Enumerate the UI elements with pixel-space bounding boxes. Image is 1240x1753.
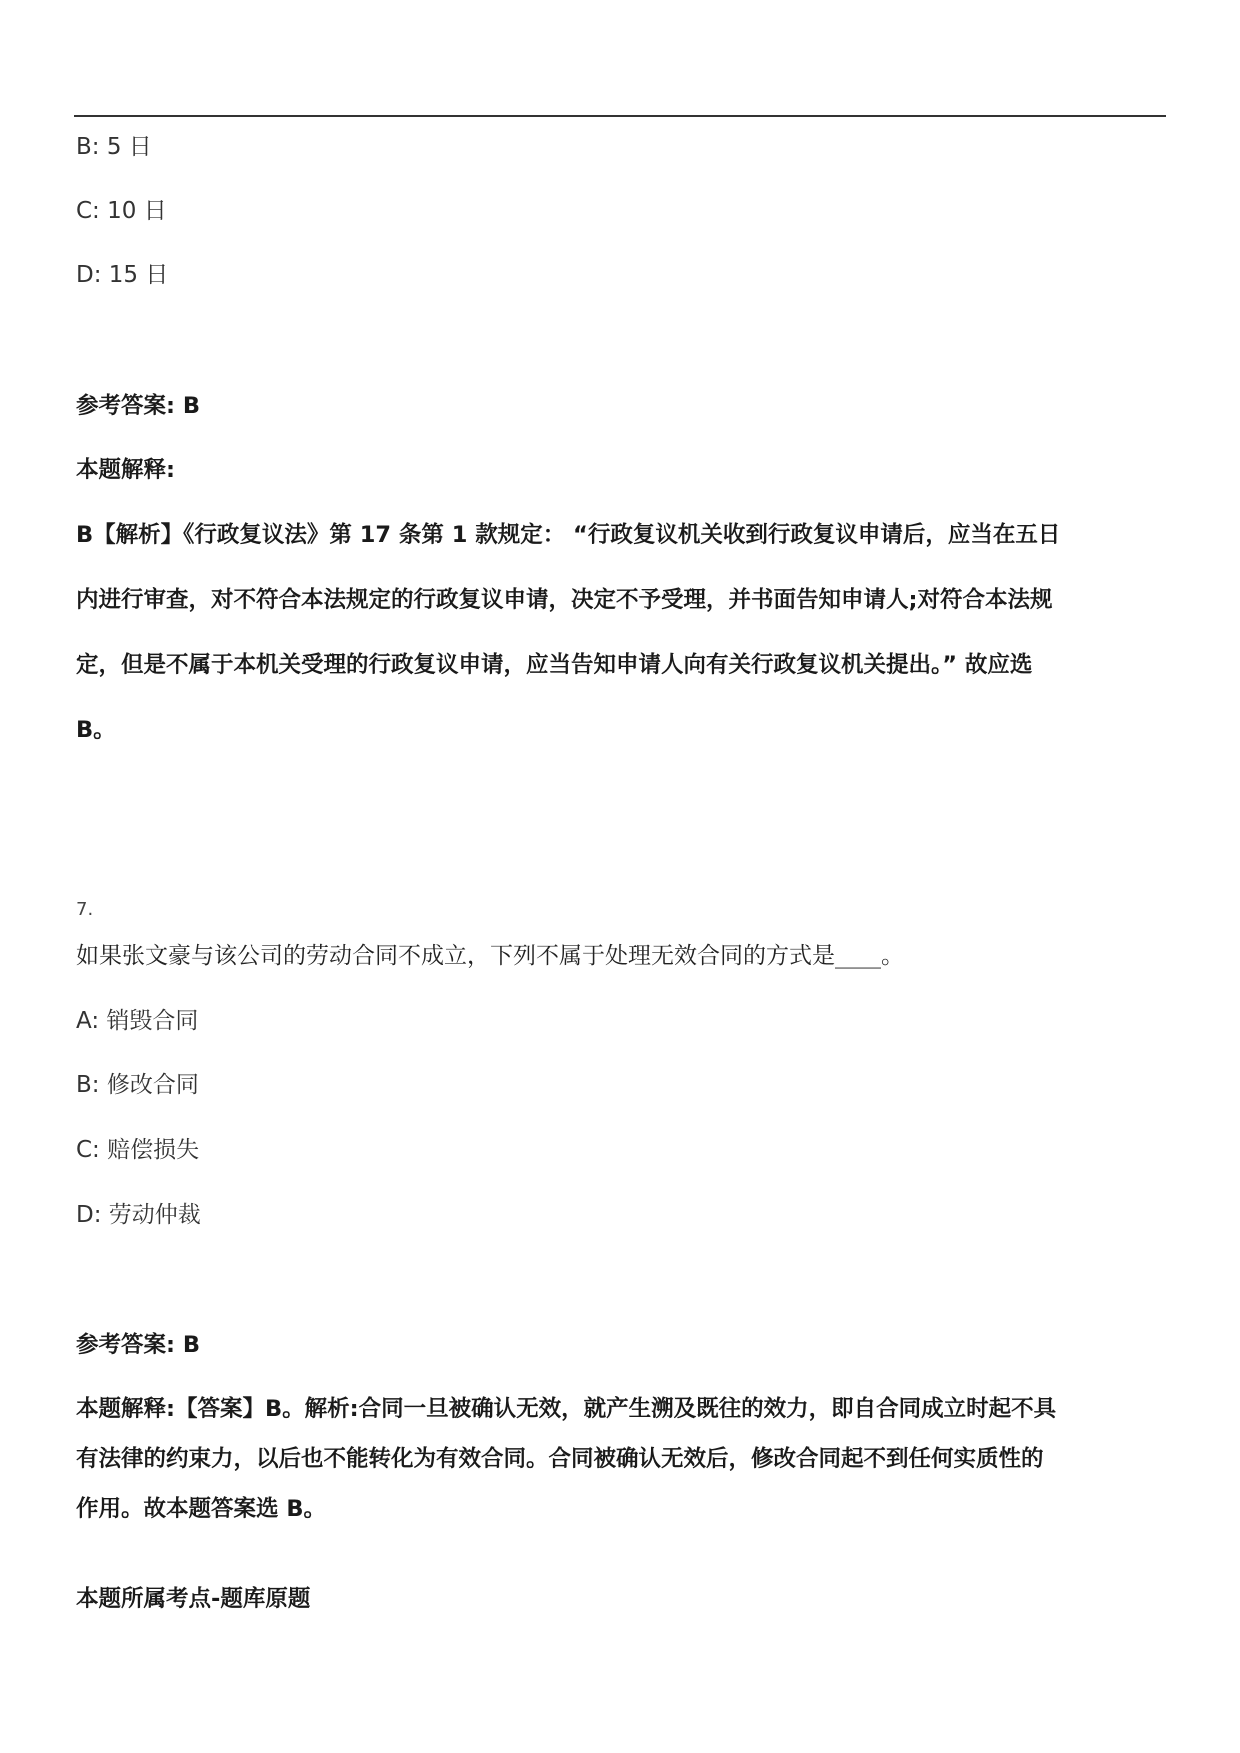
option-a bbox=[76, 1006, 198, 1036]
option-text: 15 日 bbox=[108, 262, 169, 288]
explanation-line: 作用。故本题答案选 B。 bbox=[76, 1496, 326, 1522]
explanation-line: B。 bbox=[76, 717, 116, 743]
option-text: 5 日 bbox=[106, 134, 152, 160]
option-letter: B: bbox=[76, 1072, 100, 1098]
option-b bbox=[76, 1070, 199, 1100]
option-text: 销毁合同 bbox=[106, 1008, 199, 1034]
explanation-line: 内进行审查，对不符合本法规定的行政复议申请，决定不予受理，并书面告知申请人;对符合本法规 bbox=[76, 587, 1053, 613]
explanation-label: 本题解释: bbox=[76, 457, 175, 483]
option-letter: C: bbox=[76, 1137, 100, 1163]
option-d bbox=[76, 260, 168, 290]
answer-label: 参考答案: B bbox=[76, 393, 200, 419]
explanation-line: 定，但是不属于本机关受理的行政复议申请，应当告知申请人向有关行政复议机关提出。” 故应选 bbox=[76, 652, 1033, 678]
answer-label: 参考答案: B bbox=[76, 1332, 200, 1358]
option-text: 修改合同 bbox=[106, 1072, 199, 1098]
option-c bbox=[76, 196, 167, 226]
option-letter: C: bbox=[76, 198, 100, 224]
option-c bbox=[76, 1135, 199, 1165]
option-text: 10 日 bbox=[107, 198, 167, 224]
option-b bbox=[76, 132, 152, 162]
option-text: 赔偿损失 bbox=[107, 1137, 200, 1163]
explanation-line: 本题解释:【答案】B。解析:合同一旦被确认无效，就产生溯及既往的效力，即自合同成立时起不具 bbox=[76, 1396, 1057, 1422]
topic-label: 本题所属考点-题库原题 bbox=[76, 1586, 311, 1612]
explanation-line: B【解析】《行政复议法》第 17 条第 1 款规定： “行政复议机关收到行政复议申请后，应当在五日 bbox=[76, 522, 1061, 548]
option-letter: D: bbox=[76, 262, 102, 288]
option-letter: B: bbox=[76, 134, 100, 160]
option-letter: D: bbox=[76, 1202, 102, 1228]
option-letter: A: bbox=[76, 1008, 100, 1034]
option-text: 劳动仲裁 bbox=[108, 1202, 201, 1228]
question-stem: 如果张文豪与该公司的劳动合同不成立，下列不属于处理无效合同的方式是____。 bbox=[76, 943, 904, 969]
header-rule bbox=[74, 115, 1166, 117]
option-d bbox=[76, 1200, 201, 1230]
explanation-line: 有法律的约束力，以后也不能转化为有效合同。合同被确认无效后，修改合同起不到任何实质性的 bbox=[76, 1446, 1044, 1472]
question-number: 7. bbox=[76, 899, 94, 920]
